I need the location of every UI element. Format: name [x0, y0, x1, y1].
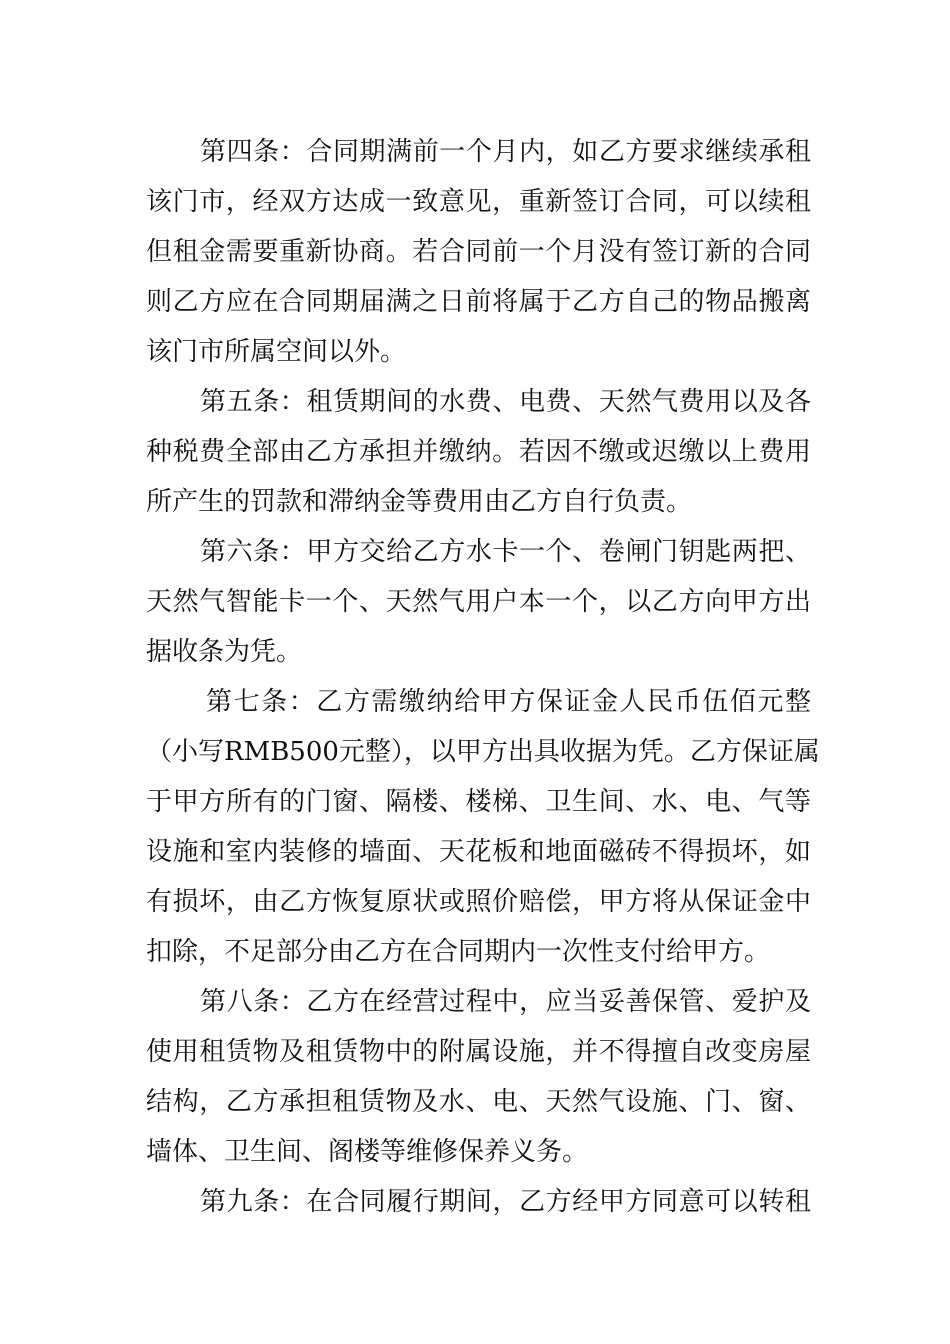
article-7-line-2: （小写RMB500元整），以甲方出具收据为凭。乙方保证属: [146, 737, 820, 767]
article-7-line-3: 于甲方所有的门窗、隔楼、楼梯、卫生间、水、电、气等: [146, 787, 811, 817]
article-6-line-2: 天然气智能卡一个、天然气用户本一个，以乙方向甲方出: [146, 587, 811, 617]
article-4-paragraph: [146, 127, 811, 377]
article-8-line-1: 第八条：乙方在经营过程中，应当妥善保管、爱护及: [200, 987, 811, 1017]
article-7-line-1: 第七条：乙方需缴纳给甲方保证金人民币伍佰元整: [206, 687, 811, 717]
article-7-line-5: 有损坏，由乙方恢复原状或照价赔偿，甲方将从保证金中: [146, 887, 811, 917]
article-4-line-2: 该门市，经双方达成一致意见，重新签订合同，可以续租: [146, 187, 811, 217]
article-8-line-2: 使用租赁物及租赁物中的附属设施，并不得擅自改变房屋: [146, 1037, 811, 1067]
article-7-line-4: 设施和室内装修的墙面、天花板和地面磁砖不得损坏，如: [146, 837, 811, 867]
article-4-line-1: 第四条：合同期满前一个月内，如乙方要求继续承租: [200, 137, 811, 167]
article-9-line-1: 第九条：在合同履行期间，乙方经甲方同意可以转租: [200, 1187, 811, 1217]
article-4-line-5: 该门市所属空间以外。: [146, 337, 407, 367]
article-4-line-4: 则乙方应在合同期届满之日前将属于乙方自己的物品搬离: [146, 287, 811, 317]
document-body: [146, 127, 820, 1227]
article-6-line-1: 第六条：甲方交给乙方水卡一个、卷闸门钥匙两把、: [200, 537, 811, 567]
article-4-line-3: 但租金需要重新协商。若合同前一个月没有签订新的合同: [146, 237, 811, 267]
article-7-paragraph: [146, 677, 820, 977]
article-6-line-3: 据收条为凭。: [146, 637, 303, 667]
article-7-line-6: 扣除，不足部分由乙方在合同期内一次性支付给甲方。: [146, 937, 771, 967]
article-5-line-3: 所产生的罚款和滞纳金等费用由乙方自行负责。: [146, 487, 693, 517]
article-8-paragraph: [146, 977, 811, 1177]
article-6-paragraph: [146, 527, 811, 677]
article-8-line-3: 结构，乙方承担租赁物及水、电、天然气设施、门、窗、: [146, 1087, 811, 1117]
article-8-line-4: 墙体、卫生间、阁楼等维修保养义务。: [146, 1137, 589, 1167]
article-5-line-2: 种税费全部由乙方承担并缴纳。若因不缴或迟缴以上费用: [146, 437, 811, 467]
article-5-paragraph: [146, 377, 811, 527]
article-5-line-1: 第五条：租赁期间的水费、电费、天然气费用以及各: [200, 387, 811, 417]
article-9-paragraph: [146, 1177, 811, 1227]
